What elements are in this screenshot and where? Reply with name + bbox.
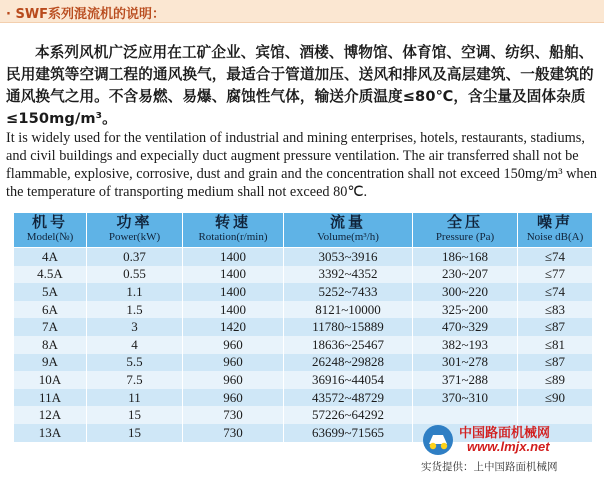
table-row	[14, 301, 593, 319]
cell-rotation: 730	[183, 406, 284, 424]
cell-volume: 11780~15889	[284, 318, 413, 336]
section-header	[0, 0, 604, 23]
table-row	[14, 336, 593, 354]
cell-rotation: 1420	[183, 318, 284, 336]
cell-model: 4.5A	[14, 266, 87, 284]
cell-power: 0.37	[87, 248, 183, 266]
cell-rotation: 1400	[183, 248, 284, 266]
cell-volume: 36916~44054	[284, 371, 413, 389]
watermark-site-name: 中国路面机械网	[459, 426, 551, 441]
cell-rotation: 1400	[183, 266, 284, 284]
watermark-url: www.lmjx.net	[467, 439, 550, 454]
cell-power: 4	[87, 336, 183, 354]
column-header-rotation: 转速 Rotation(r/min)	[183, 213, 284, 248]
cell-model: 7A	[14, 318, 87, 336]
site-watermark	[421, 420, 601, 476]
cell-model: 6A	[14, 301, 87, 319]
cell-noise: ≤77	[518, 266, 593, 284]
cell-model: 9A	[14, 354, 87, 372]
cell-pressure: 371~288	[413, 371, 518, 389]
intro-paragraph-english: It is widely used for the ventilation of industrial and mining enterprises, hotels, restaurants, stadiums, and civil buildings and expecially duct augment pressure ventilation. The air transferred shall not be flammable, explosive, corrosive, dust and grain and the concentration shall not exceed 150mg/m³ when the temperature of transporting medium shall not exceed 80℃.	[6, 130, 598, 200]
cell-power: 5.5	[87, 354, 183, 372]
cell-pressure: 186~168	[413, 248, 518, 266]
cell-model: 12A	[14, 406, 87, 424]
column-header-pressure: 全压 Pressure (Pa)	[413, 213, 518, 248]
cell-pressure: 301~278	[413, 354, 518, 372]
cell-noise: ≤74	[518, 248, 593, 266]
cell-power: 15	[87, 406, 183, 424]
cell-rotation: 960	[183, 389, 284, 407]
cell-model: 8A	[14, 336, 87, 354]
specification-table	[13, 212, 593, 442]
table-row	[14, 354, 593, 372]
watermark-caption: 实货提供：上中国路面机械网	[421, 461, 558, 473]
table-row	[14, 318, 593, 336]
cell-power: 1.5	[87, 301, 183, 319]
cell-volume: 3392~4352	[284, 266, 413, 284]
cell-volume: 43572~48729	[284, 389, 413, 407]
cell-rotation: 960	[183, 354, 284, 372]
intro-paragraph-chinese: 本系列风机广泛应用在工矿企业、宾馆、酒楼、博物馆、体育馆、空调、纺织、船舶、民用建筑等空调工程的通风换气，最适合于管道加压、送风和排风及高层建筑、一般建筑的通风换气之用。不含易燃、易爆、腐蚀性气体，输送介质温度≤80℃，含尘量及固体杂质≤150mg/m³。	[6, 44, 594, 127]
cell-noise: ≤83	[518, 301, 593, 319]
cell-volume: 26248~29828	[284, 354, 413, 372]
cell-volume: 57226~64292	[284, 406, 413, 424]
section-title: · SWF系列混流机的说明：	[6, 7, 166, 22]
cell-pressure: 370~310	[413, 389, 518, 407]
cell-power: 11	[87, 389, 183, 407]
cell-pressure: 325~200	[413, 301, 518, 319]
column-header-noise: 噪声 Noise dB(A)	[518, 213, 593, 248]
table-row	[14, 266, 593, 284]
table-row	[14, 389, 593, 407]
cell-model: 5A	[14, 283, 87, 301]
table-row	[14, 248, 593, 266]
column-header-volume: 流量 Volume(m³/h)	[284, 213, 413, 248]
cell-noise: ≤89	[518, 371, 593, 389]
column-header-power: 功率 Power(kW)	[87, 213, 183, 248]
cell-power: 0.55	[87, 266, 183, 284]
cell-power: 7.5	[87, 371, 183, 389]
cell-noise: ≤81	[518, 336, 593, 354]
cell-pressure: 382~193	[413, 336, 518, 354]
cell-power: 3	[87, 318, 183, 336]
cell-power: 15	[87, 424, 183, 442]
column-header-model: 机号 Model(№)	[14, 213, 87, 248]
cell-noise: ≤74	[518, 283, 593, 301]
cell-model: 10A	[14, 371, 87, 389]
cell-rotation: 730	[183, 424, 284, 442]
cell-rotation: 1400	[183, 283, 284, 301]
cell-noise: ≤87	[518, 354, 593, 372]
cell-rotation: 1400	[183, 301, 284, 319]
cell-pressure: 300~220	[413, 283, 518, 301]
table-row	[14, 371, 593, 389]
cell-pressure: 230~207	[413, 266, 518, 284]
cell-volume: 18636~25467	[284, 336, 413, 354]
cell-volume: 63699~71565	[284, 424, 413, 442]
cell-model: 11A	[14, 389, 87, 407]
cell-noise: ≤90	[518, 389, 593, 407]
cell-power: 1.1	[87, 283, 183, 301]
table-header-row	[14, 213, 593, 248]
cell-model: 4A	[14, 248, 87, 266]
cell-model: 13A	[14, 424, 87, 442]
table-row	[14, 283, 593, 301]
roller-logo-icon	[421, 423, 455, 457]
cell-volume: 5252~7433	[284, 283, 413, 301]
cell-volume: 8121~10000	[284, 301, 413, 319]
cell-rotation: 960	[183, 371, 284, 389]
cell-volume: 3053~3916	[284, 248, 413, 266]
cell-rotation: 960	[183, 336, 284, 354]
cell-noise: ≤87	[518, 318, 593, 336]
cell-pressure: 470~329	[413, 318, 518, 336]
